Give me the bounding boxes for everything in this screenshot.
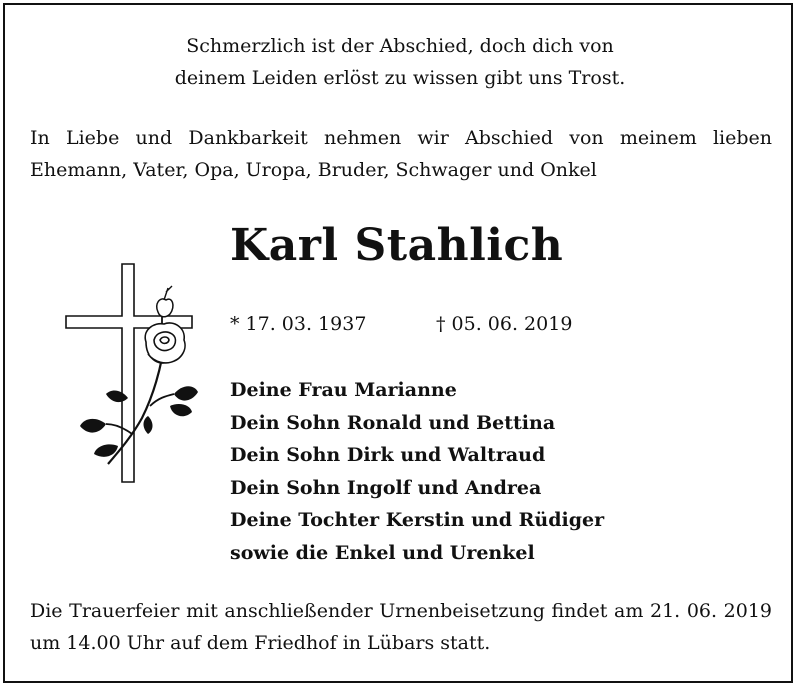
intro-line-1: In Liebe und Dankbarkeit nehmen wir Abschied von meinem lieben <box>30 127 772 149</box>
family-member: sowie die Enkel und Urenkel <box>230 541 535 564</box>
deceased-name: Karl Stahlich <box>230 220 564 271</box>
family-member: Dein Sohn Ingolf und Andrea <box>230 476 542 499</box>
family-member: Deine Tochter Kerstin und Rüdiger <box>230 509 605 531</box>
service-line-2: um 14.00 Uhr auf dem Friedhof in Lübars statt. <box>30 632 491 654</box>
cross-with-rose-icon <box>62 258 202 488</box>
family-member: Deine Frau Marianne <box>230 379 457 401</box>
intro-line-2: Ehemann, Vater, Opa, Uropa, Bruder, Schwager und Onkel <box>30 159 597 181</box>
family-list <box>230 374 604 569</box>
quote-line-2: deinem Leiden erlöst zu wissen gibt uns Trost. <box>174 67 626 89</box>
funeral-service-info <box>30 595 772 659</box>
intro-text <box>30 122 772 186</box>
service-line-1: Die Trauerfeier mit anschließender Urnenbeisetzung findet am 21. 06. 2019 <box>30 600 772 622</box>
opening-quote <box>0 30 800 94</box>
quote-line-1: Schmerzlich ist der Abschied, doch dich von <box>186 35 614 57</box>
family-member: Dein Sohn Dirk und Waltraud <box>230 444 546 466</box>
birth-date: * 17. 03. 1937 <box>230 313 367 335</box>
family-member: Dein Sohn Ronald und Bettina <box>230 411 556 434</box>
death-date: † 05. 06. 2019 <box>436 313 573 335</box>
